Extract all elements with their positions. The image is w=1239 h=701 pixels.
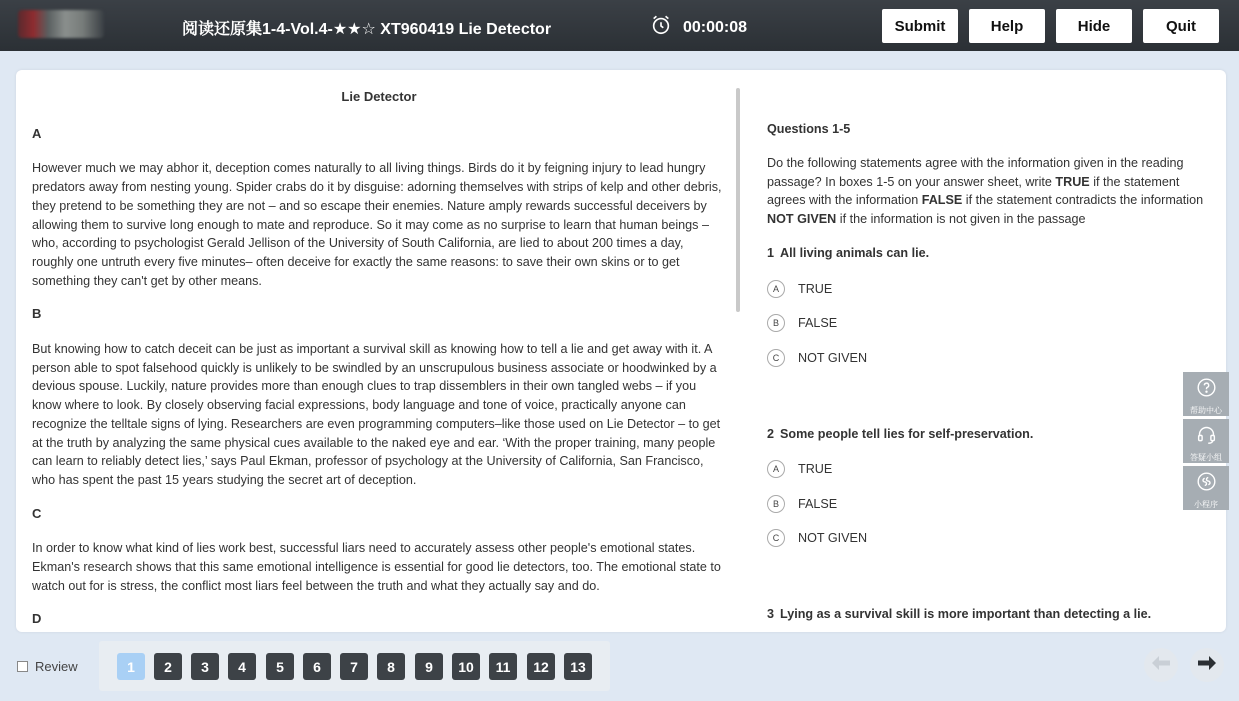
page-button[interactable]: 11 (489, 653, 517, 680)
option-label: TRUE (798, 462, 833, 477)
submit-button[interactable]: Submit (882, 9, 958, 43)
page-button[interactable]: 12 (527, 653, 555, 680)
question-3 (767, 607, 1219, 621)
paragraph: However much we may abhor it, deception comes naturally to all living things. Birds do it by feigning injury to lead hungry predators away from nesting young. Spider crabs do it by disguise: adorning themselves with strips of kelp and other debris, they pretend to be something they are not – and so escape their enemies. Nature amply rewards successful deceivers by allowing them to survive long enough to mate and reproduce. So it may come as no surprise to learn that human beings – who, according to psychologist Gerald Jellison of the University of South California, are lied to about 200 times a day, roughly one untruth every five minutes– often deceive for exactly the same reasons: to save their own skins or to get something they can't get by other means. (32, 161, 722, 288)
option-label: NOT GIVEN (798, 350, 868, 365)
section-letter: C (32, 505, 42, 521)
tool-label: 小程序 (1194, 500, 1218, 509)
page-button[interactable]: 5 (266, 653, 294, 680)
question-navigator (99, 641, 610, 691)
option-false[interactable] (767, 306, 1219, 341)
section-letter: A (32, 125, 42, 141)
option-false[interactable] (767, 486, 1219, 521)
questions-panel[interactable] (767, 122, 1219, 622)
help-center-tool[interactable] (1183, 372, 1229, 416)
question-1 (767, 246, 1219, 375)
section-letter: D (32, 611, 42, 627)
question-text: 2 Some people tell lies for self-preservation. (767, 426, 1034, 441)
page-button[interactable]: 7 (340, 653, 368, 680)
option-label: TRUE (798, 281, 833, 296)
page-button[interactable]: 4 (228, 653, 256, 680)
qa-group-tool[interactable] (1183, 419, 1229, 463)
review-toggle[interactable] (17, 659, 78, 674)
panel-scrollbar[interactable] (736, 88, 740, 312)
paragraph: In order to know what kind of lies work best, successful liars need to accurately assess other people's emotional states. Ekman's research shows that this same emotional intelligence is essential for good lie detectors, too. The emotional state to watch out for is stress, the conflict most liars feel between the truth and what they actually say and do. (32, 541, 721, 593)
headset-icon (1196, 424, 1217, 450)
hide-button[interactable]: Hide (1056, 9, 1132, 43)
top-bar (0, 0, 1239, 51)
option-label: NOT GIVEN (798, 531, 868, 546)
question-text: 3 Lying as a survival skill is more important than detecting a lie. (767, 607, 1152, 622)
page-button[interactable]: 6 (303, 653, 331, 680)
main-panel (16, 70, 1226, 632)
review-checkbox[interactable] (17, 661, 28, 672)
tool-label: 答疑小组 (1190, 453, 1222, 462)
timer (650, 14, 747, 41)
page-button[interactable]: 2 (154, 653, 182, 680)
timer-value: 00:00:08 (683, 18, 748, 36)
help-center-icon (1196, 377, 1217, 403)
page-button[interactable]: 9 (415, 653, 443, 680)
option-radio[interactable]: A (767, 280, 785, 298)
questions-heading: Questions 1-5 (767, 122, 851, 136)
reading-passage[interactable] (32, 88, 726, 627)
option-radio[interactable]: B (767, 314, 785, 332)
next-button[interactable] (1190, 648, 1224, 682)
exam-title: 阅读还原集1-4-Vol.4-★★☆ XT960419 Lie Detector (182, 21, 552, 38)
arrow-right-icon (1197, 655, 1217, 676)
mini-program-tool[interactable] (1183, 466, 1229, 510)
option-true[interactable] (767, 271, 1219, 306)
user-avatar (18, 10, 104, 38)
option-not-given[interactable] (767, 340, 1219, 375)
question-2 (767, 427, 1219, 556)
previous-button[interactable] (1144, 648, 1178, 682)
page-button[interactable]: 8 (377, 653, 405, 680)
option-label: FALSE (798, 496, 838, 511)
tool-label: 帮助中心 (1190, 406, 1222, 415)
arrow-left-icon (1151, 655, 1171, 676)
option-radio[interactable]: B (767, 495, 785, 513)
page-button[interactable]: 10 (452, 653, 480, 680)
instructions: Do the following statements agree with the information given in the reading passage? In boxes 1-5 on your answer sheet, write TRUE if the statement agrees with the information FALSE if the statement contradicts the information NOT GIVEN if the information is not given in the passage (767, 156, 1204, 226)
section-letter: B (32, 306, 42, 322)
option-not-given[interactable] (767, 521, 1219, 556)
page-button[interactable]: 13 (564, 653, 592, 680)
option-label: FALSE (798, 316, 838, 331)
page-button[interactable]: 1 (117, 653, 145, 680)
page-button[interactable]: 3 (191, 653, 219, 680)
paragraph: But knowing how to catch deceit can be just as important a survival skill as knowing how to tell a lie and get away with it. A person able to spot falsehood quickly is unlikely to be swindled by an unscrupulous business associate or hoodwinked by a devious spouse. Luckily, nature provides more than enough clues to trap dissemblers in their own tangled webs – if you know where to look. By closely observing facial expressions, body language and tone of voice, practically anyone can recognize the telltale signs of lying. Researchers are even programming computers–like those used on Lie Detector – to get at the truth by analyzing the same physical cues available to the naked eye and ear. ‘With the proper training, many people can learn to reliably detect lies,’ says Paul Ekman, professor of psychology at the University of California, San Francisco, who has spent the past 15 years studying the secret art of deception. (32, 342, 721, 487)
alarm-clock-icon (650, 14, 672, 41)
option-radio[interactable]: C (767, 529, 785, 547)
option-radio[interactable]: C (767, 349, 785, 367)
option-radio[interactable]: A (767, 460, 785, 478)
quit-button[interactable]: Quit (1143, 9, 1219, 43)
question-text: 1 All living animals can lie. (767, 246, 930, 261)
option-true[interactable] (767, 452, 1219, 487)
help-button[interactable]: Help (969, 9, 1045, 43)
passage-title: Lie Detector (341, 89, 417, 104)
review-label: Review (35, 659, 78, 674)
mini-program-icon (1196, 471, 1217, 497)
